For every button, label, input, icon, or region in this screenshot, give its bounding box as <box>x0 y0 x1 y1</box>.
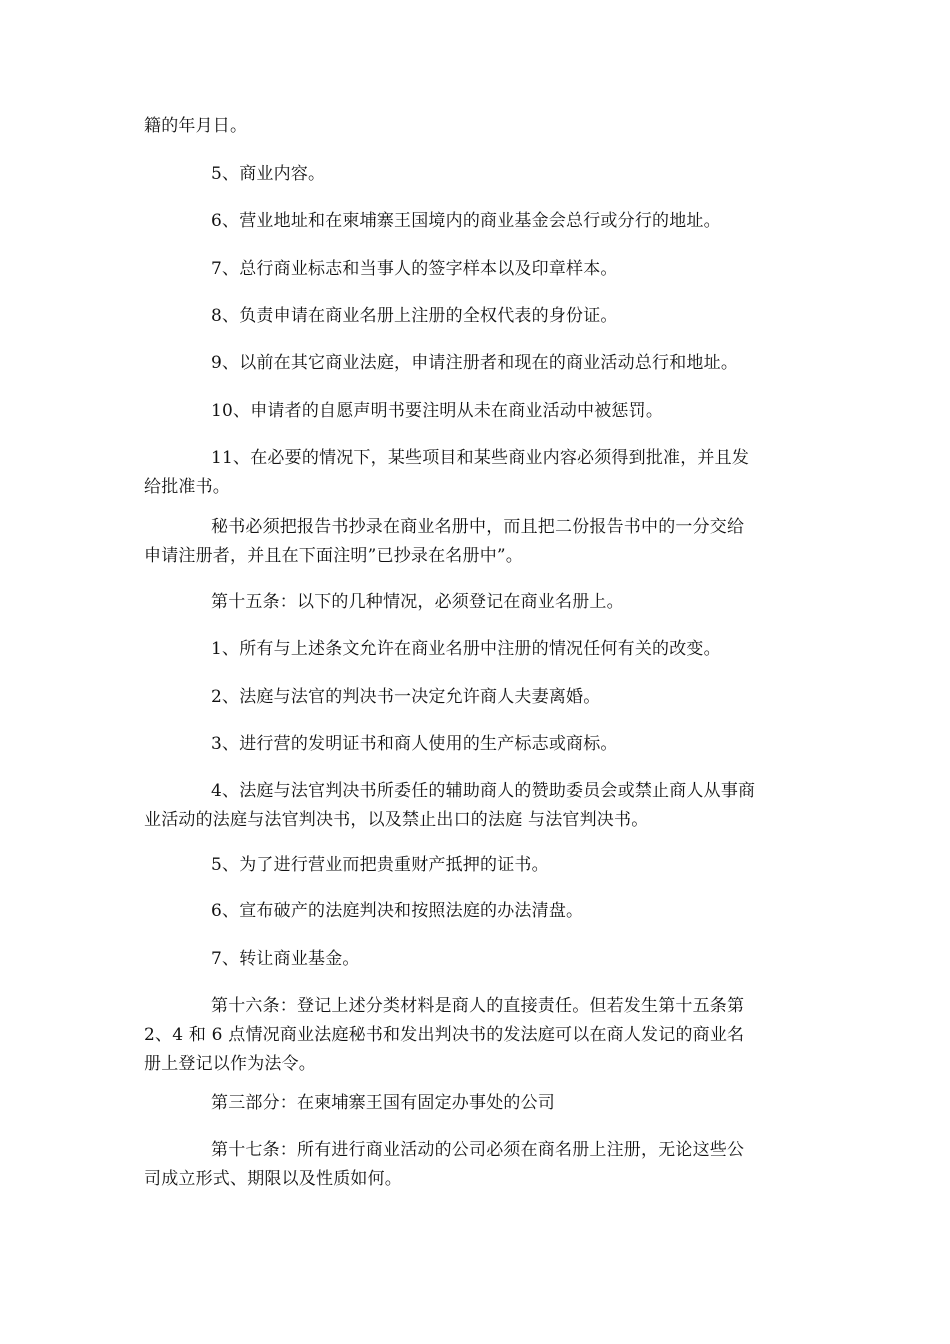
text-line: 9、以前在其它商业法庭，申请注册者和现在的商业活动总行和地址。 <box>211 353 739 373</box>
article-paragraph <box>144 1136 814 1194</box>
text-line: 5、为了进行营业而把贵重财产抵押的证书。 <box>211 855 549 875</box>
text-line: 第十五条：以下的几种情况，必须登记在商业名册上。 <box>211 592 624 612</box>
article-paragraph <box>144 992 814 1079</box>
text-line: 籍的年月日。 <box>144 116 248 136</box>
list-item <box>144 160 814 189</box>
list-item <box>144 777 814 835</box>
text-line: 6、宣布破产的法庭判决和按照法庭的办法清盘。 <box>211 901 584 921</box>
text-line: 4、法庭与法官判决书所委任的辅助商人的赞助委员会或禁止商人从事商 <box>211 781 756 801</box>
text-line: 10、申请者的自愿声明书要注明从未在商业活动中被惩罚。 <box>211 401 664 421</box>
list-item <box>144 730 814 759</box>
text-line: 1、所有与上述条文允许在商业名册中注册的情况任何有关的改变。 <box>211 639 721 659</box>
list-item <box>144 302 814 331</box>
text-line: 申请注册者，并且在下面注明”已抄录在名册中”。 <box>144 546 523 566</box>
list-item <box>144 397 814 426</box>
text-line: 第三部分：在柬埔寨王国有固定办事处的公司 <box>211 1093 555 1113</box>
list-item <box>144 255 814 284</box>
text-line: 给批准书。 <box>144 477 230 497</box>
section-heading <box>144 1089 814 1118</box>
list-item <box>144 897 814 926</box>
text-line: 11、在必要的情况下，某些项目和某些商业内容必须得到批准，并且发 <box>211 448 750 468</box>
text-line: 第十七条：所有进行商业活动的公司必须在商名册上注册，无论这些公 <box>211 1140 745 1160</box>
list-item <box>144 683 814 712</box>
paragraph <box>144 513 814 571</box>
text-line: 2、法庭与法官的判决书一决定允许商人夫妻离婚。 <box>211 687 601 707</box>
text-line: 秘书必须把报告书抄录在商业名册中，而且把二份报告书中的一分交给 <box>211 517 745 537</box>
text-line: 3、进行营的发明证书和商人使用的生产标志或商标。 <box>211 734 618 754</box>
article-heading <box>144 588 814 617</box>
list-item <box>144 349 814 378</box>
text-line: 8、负责申请在商业名册上注册的全权代表的身份证。 <box>211 306 618 326</box>
paragraph <box>144 112 814 141</box>
list-item <box>144 444 814 502</box>
text-line: 5、商业内容。 <box>211 164 326 184</box>
list-item <box>144 851 814 880</box>
text-line: 业活动的法庭与法官判决书，以及禁止出口的法庭 与法官判决书。 <box>144 810 649 830</box>
text-line: 7、总行商业标志和当事人的签字样本以及印章样本。 <box>211 259 618 279</box>
text-line: 6、营业地址和在柬埔寨王国境内的商业基金会总行或分行的地址。 <box>211 211 721 231</box>
list-item <box>144 635 814 664</box>
text-line: 7、转让商业基金。 <box>211 949 360 969</box>
list-item <box>144 945 814 974</box>
text-line: 册上登记以作为法令。 <box>144 1054 316 1074</box>
text-line: 司成立形式、期限以及性质如何。 <box>144 1169 402 1189</box>
text-line: 第十六条：登记上述分类材料是商人的直接责任。但若发生第十五条第 <box>211 996 745 1016</box>
text-line: 2、4 和 6 点情况商业法庭秘书和发出判决书的发法庭可以在商人发记的商业名 <box>144 1025 745 1045</box>
list-item <box>144 207 814 236</box>
